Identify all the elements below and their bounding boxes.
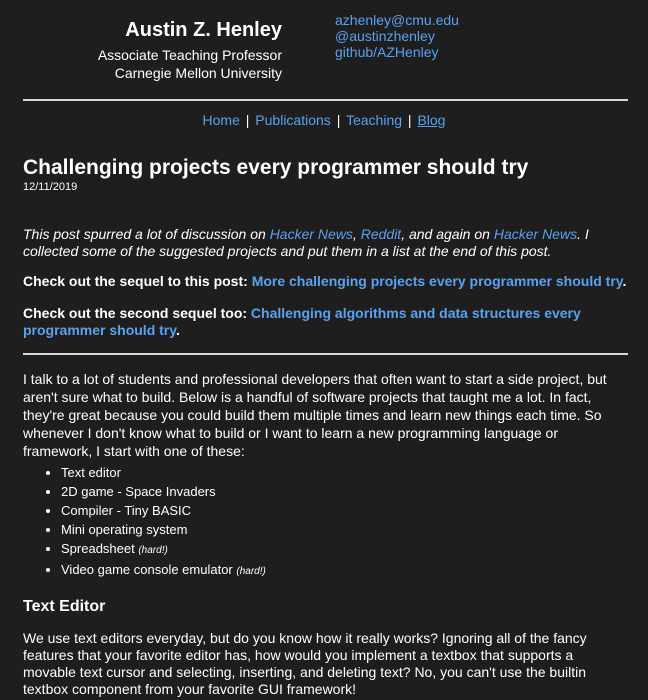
list-item-label: Mini operating system: [61, 522, 188, 537]
list-item: [61, 560, 266, 581]
sequel-link[interactable]: More challenging projects every programmer should try: [251, 273, 623, 289]
author-block: [98, 17, 282, 82]
list-item-label: Spreadsheet: [61, 541, 139, 556]
intro-text: ,: [352, 226, 361, 242]
nav-home[interactable]: Home: [202, 112, 240, 128]
intro-text: . I collected some of the suggested projects and put them in a list at the end of this post.: [23, 226, 589, 259]
sequel-prefix: Check out the sequel to this post:: [23, 273, 252, 289]
contact-links: [335, 12, 459, 60]
author-name: Austin Z. Henley: [125, 19, 282, 41]
list-item-label: 2D game - Space Invaders: [61, 484, 216, 499]
difficulty-note: (hard!): [138, 545, 168, 556]
github-link[interactable]: github/AZHenley: [335, 44, 439, 60]
list-item: [61, 520, 266, 539]
author-title: Associate Teaching Professor: [97, 47, 282, 63]
project-list: [37, 463, 266, 581]
post-paragraph-text-editor: We use text editors everyday, but do you know how it really works? Ignoring all of the fancy features that your favorite editor has, how would you implement a textbox that supports a movable text cursor and selecting, inserting, and deleting text? No, you can't use the builtin textbox component from your favorite GUI framework!: [23, 630, 587, 697]
list-item: [61, 463, 266, 482]
nav-blog[interactable]: Blog: [417, 112, 446, 128]
section-heading-text-editor: Text Editor: [23, 598, 106, 615]
nav-separator: |: [407, 112, 412, 128]
site-header: [0, 0, 648, 100]
header-divider: [23, 99, 628, 101]
second-sequel-notice: [23, 305, 628, 339]
post-date: 12/11/2019: [23, 181, 78, 193]
post-paragraph-intro: I talk to a lot of students and professional developers that often want to start a side project, but aren't sure what to build. Below is a handful of software projects that taught me a lot. In fact, they're great because you could build them multiple times and learn new things each time. So whenever I don't know what to build or I want to learn a new programming language or framework, I start with one of these:: [23, 371, 607, 459]
nav-teaching[interactable]: Teaching: [345, 112, 403, 128]
sequel-suffix: .: [176, 322, 180, 338]
hacker-news-link[interactable]: Hacker News: [269, 226, 353, 242]
second-sequel-link[interactable]: Challenging algorithms and data structures every programmer should try: [23, 305, 581, 338]
list-item: [61, 501, 266, 520]
sequel-notice: [23, 273, 628, 290]
list-item: [61, 482, 266, 501]
post-title: Challenging projects every programmer should try: [23, 156, 529, 179]
difficulty-note: (hard!): [236, 566, 266, 577]
list-item-label: Video game console emulator: [61, 562, 237, 577]
intro-text: , and again on: [401, 226, 494, 242]
list-item-label: Compiler - Tiny BASIC: [61, 503, 192, 518]
nav-separator: |: [336, 112, 341, 128]
intro-text: This post spurred a lot of discussion on: [23, 226, 270, 242]
post-intro: [23, 226, 628, 260]
content-divider: [23, 353, 628, 355]
nav-separator: |: [245, 112, 250, 128]
main-nav: [0, 111, 648, 129]
twitter-link[interactable]: @austinzhenley: [335, 28, 435, 44]
author-affiliation: Carnegie Mellon University: [114, 65, 282, 81]
hacker-news-link-2[interactable]: Hacker News: [493, 226, 578, 242]
list-item: [61, 539, 266, 560]
email-link[interactable]: azhenley@cmu.edu: [335, 12, 459, 28]
reddit-link[interactable]: Reddit: [360, 226, 402, 242]
list-item-label: Text editor: [61, 465, 121, 480]
nav-publications[interactable]: Publications: [255, 112, 331, 128]
sequel-suffix: .: [622, 273, 627, 289]
sequel-prefix: Check out the second sequel too:: [23, 305, 251, 321]
